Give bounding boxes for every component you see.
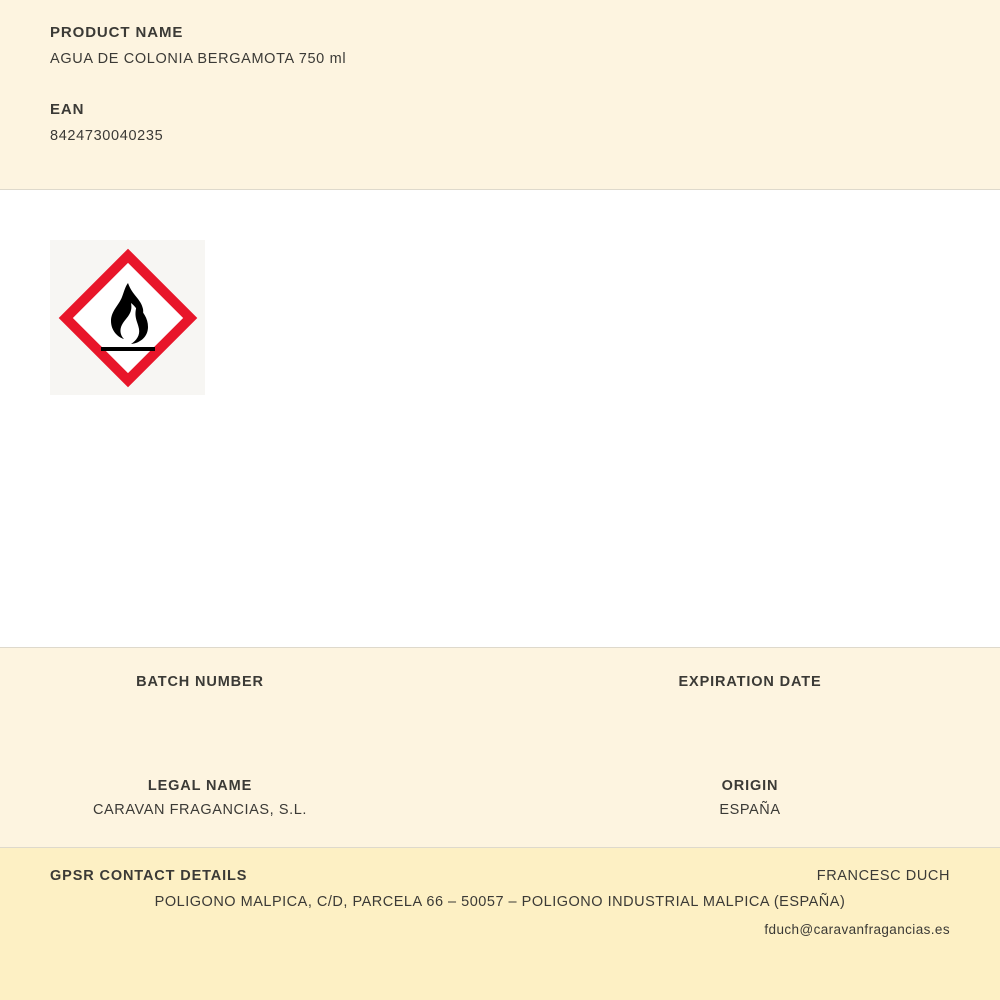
flammable-ghs02-pictogram [50, 240, 205, 395]
ean-label: EAN [50, 101, 85, 118]
batch-number-field [0, 674, 500, 716]
hazard-pictogram-section [0, 190, 1000, 648]
gpsr-contact-email[interactable]: fduch@caravanfragancias.es [764, 922, 950, 937]
product-info-section [0, 0, 1000, 190]
batch-legal-section [0, 648, 1000, 848]
ean-value: 8424730040235 [50, 128, 164, 144]
expiration-date-label: EXPIRATION DATE [678, 674, 822, 690]
legal-name-value: CARAVAN FRAGANCIAS, S.L. [92, 802, 307, 818]
gpsr-contact-address: POLIGONO MALPICA, C/D, PARCELA 66 – 50057 – POLIGONO INDUSTRIAL MALPICA (ESPAÑA) [154, 894, 846, 910]
batch-number-label: BATCH NUMBER [136, 674, 264, 690]
origin-value: ESPAÑA [719, 802, 781, 818]
gpsr-contact-section [0, 848, 1000, 1000]
gpsr-contact-name: FRANCESC DUCH [816, 868, 950, 884]
legal-name-field [0, 778, 500, 820]
product-name-field [50, 24, 950, 67]
product-name-label: PRODUCT NAME [50, 24, 184, 41]
origin-field [500, 778, 1000, 820]
expiration-date-value [500, 698, 1000, 716]
legal-name-label: LEGAL NAME [147, 778, 253, 794]
origin-label: ORIGIN [721, 778, 779, 794]
expiration-date-field [500, 674, 1000, 716]
gpsr-contact-label: GPSR CONTACT DETAILS [50, 868, 248, 884]
batch-number-value [0, 698, 400, 716]
legal-row [0, 778, 1000, 820]
batch-row [0, 674, 1000, 716]
ean-field [50, 101, 950, 144]
gpsr-header-row [50, 868, 950, 884]
product-name-value: AGUA DE COLONIA BERGAMOTA 750 ml [50, 51, 347, 67]
